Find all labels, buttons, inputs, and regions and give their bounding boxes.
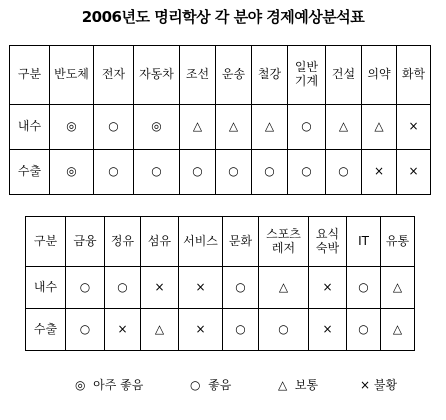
page-title: 2006년도 명리학상 각 분야 경제예상분석표 xyxy=(81,8,365,26)
rating-cell: ○ xyxy=(94,105,134,150)
rating-cell: × xyxy=(309,309,347,351)
column-header-cell: 반도체 xyxy=(50,46,94,105)
column-header-cell: 금융 xyxy=(66,217,105,267)
forecast-table-1 xyxy=(9,45,431,195)
table-row xyxy=(26,309,415,351)
column-header-cell: 유통 xyxy=(381,217,415,267)
rating-cell: × xyxy=(141,267,179,309)
legend-item: × 불황 xyxy=(360,378,398,392)
legend-item: ◎ 아주 좋음 xyxy=(75,378,144,392)
rating-cell: × xyxy=(362,150,397,195)
rating-cell: ○ xyxy=(259,309,309,351)
rating-cell: △ xyxy=(180,105,216,150)
rating-cell: ○ xyxy=(347,267,381,309)
column-header-cell: 스포츠 레저 xyxy=(259,217,309,267)
column-header-cell: 섬유 xyxy=(141,217,179,267)
rating-cell: ○ xyxy=(66,309,105,351)
rating-cell: ○ xyxy=(180,150,216,195)
rating-cell: ○ xyxy=(252,150,288,195)
column-header-cell: 의약 xyxy=(362,46,397,105)
rating-cell: × xyxy=(179,267,223,309)
rating-cell: △ xyxy=(362,105,397,150)
rating-cell: × xyxy=(397,105,431,150)
rating-cell: ○ xyxy=(326,150,362,195)
column-header-cell: 서비스 xyxy=(179,217,223,267)
column-header-cell: 요식 숙박 xyxy=(309,217,347,267)
row-label-cell: 수출 xyxy=(26,309,66,351)
rating-cell: ○ xyxy=(216,150,252,195)
table-row xyxy=(10,105,431,150)
column-header-cell: 운송 xyxy=(216,46,252,105)
column-header-cell: 건설 xyxy=(326,46,362,105)
column-header-cell: 전자 xyxy=(94,46,134,105)
legend-item: ○ 좋음 xyxy=(190,378,232,392)
corner-header-cell: 구분 xyxy=(26,217,66,267)
table-header-row xyxy=(26,217,415,267)
column-header-cell: 철강 xyxy=(252,46,288,105)
table-row xyxy=(10,150,431,195)
table-header-row xyxy=(10,46,431,105)
rating-cell: ○ xyxy=(134,150,180,195)
rating-cell: ○ xyxy=(223,309,259,351)
column-header-cell: 정유 xyxy=(105,217,141,267)
rating-cell: ○ xyxy=(105,267,141,309)
rating-cell: ◎ xyxy=(50,150,94,195)
table-row xyxy=(26,267,415,309)
row-label-cell: 내수 xyxy=(26,267,66,309)
legend xyxy=(75,376,397,393)
rating-cell: ○ xyxy=(223,267,259,309)
rating-cell: ◎ xyxy=(50,105,94,150)
column-header-cell: 문화 xyxy=(223,217,259,267)
row-label-cell: 수출 xyxy=(10,150,50,195)
rating-cell: △ xyxy=(216,105,252,150)
column-header-cell: IT xyxy=(347,217,381,267)
rating-cell: × xyxy=(397,150,431,195)
rating-cell: × xyxy=(105,309,141,351)
row-label-cell: 내수 xyxy=(10,105,50,150)
rating-cell: ○ xyxy=(347,309,381,351)
rating-cell: △ xyxy=(252,105,288,150)
column-header-cell: 조선 xyxy=(180,46,216,105)
rating-cell: ○ xyxy=(94,150,134,195)
rating-cell: ○ xyxy=(66,267,105,309)
rating-cell: ○ xyxy=(288,105,326,150)
rating-cell: ○ xyxy=(288,150,326,195)
legend-item: △ 보통 xyxy=(278,378,319,392)
column-header-cell: 화학 xyxy=(397,46,431,105)
rating-cell: ◎ xyxy=(134,105,180,150)
column-header-cell: 일반 기계 xyxy=(288,46,326,105)
rating-cell: × xyxy=(179,309,223,351)
column-header-cell: 자동차 xyxy=(134,46,180,105)
forecast-table-2 xyxy=(25,216,415,351)
rating-cell: × xyxy=(309,267,347,309)
rating-cell: △ xyxy=(326,105,362,150)
rating-cell: △ xyxy=(141,309,179,351)
corner-header-cell: 구분 xyxy=(10,46,50,105)
rating-cell: △ xyxy=(381,267,415,309)
rating-cell: △ xyxy=(259,267,309,309)
rating-cell: △ xyxy=(381,309,415,351)
